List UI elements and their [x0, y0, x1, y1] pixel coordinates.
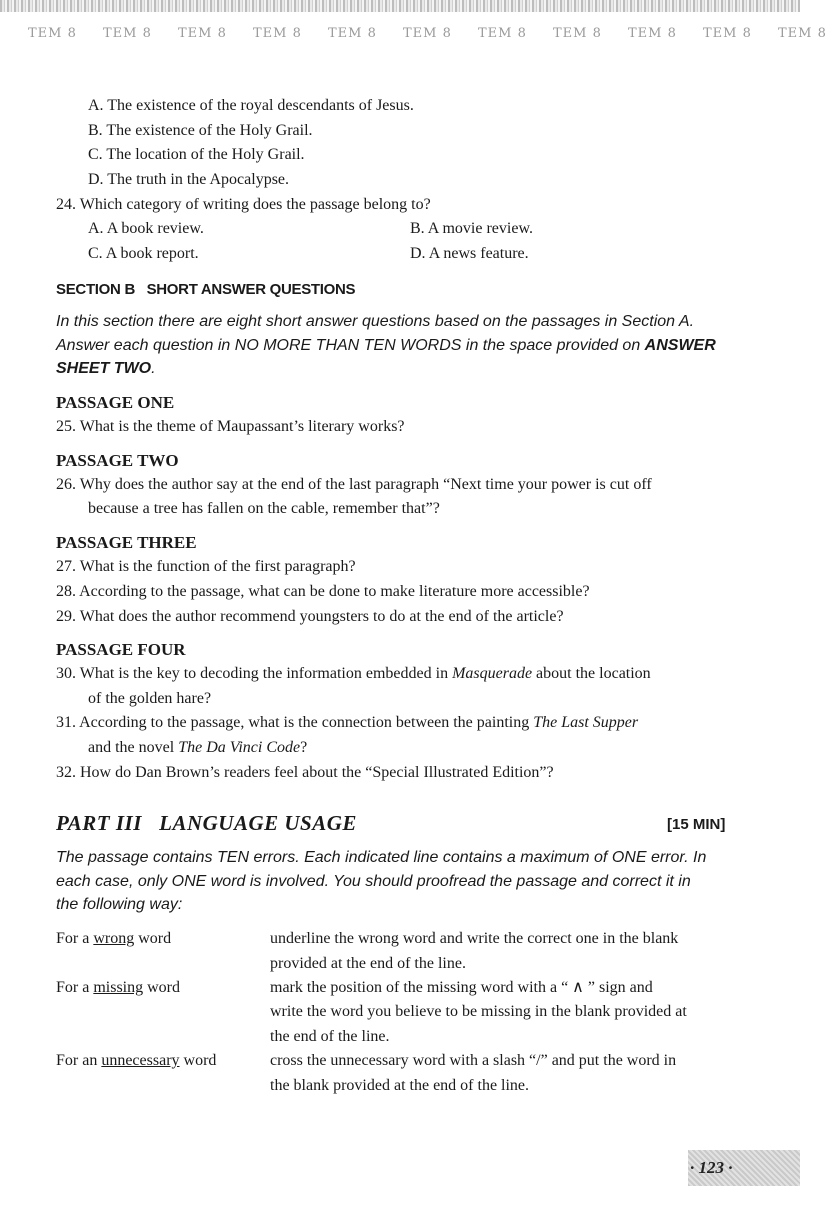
question-31: 31. According to the passage, what is the connection between the painting The Last Supper	[56, 714, 639, 731]
section-b-instruction: In this section there are eight short answer questions based on the passages in Section A. Answer each question in NO MORE THAN TEN WORDS in the space provided on ANSWER SHEET TWO.	[56, 313, 716, 377]
question-31-cont: and the novel The Da Vinci Code?	[88, 739, 308, 756]
header-label: TEM 8	[28, 25, 77, 41]
part3-instruction: The passage contains TEN errors. Each indicated line contains a maximum of ONE error. In each case, only ONE word is involved. You should proofread the passage and correct it in the following way:	[56, 849, 707, 913]
option-line: C. A book report.	[88, 245, 199, 262]
header-label: TEM 8	[253, 25, 302, 41]
rule-desc: write the word you believe to be missing in the blank provided at	[270, 1003, 687, 1020]
page-number: · 123 ·	[690, 1158, 733, 1177]
option-line: D. The truth in the Apocalypse.	[88, 171, 290, 188]
rule-label: For a wrong word	[56, 930, 172, 947]
rule-desc: mark the position of the missing word with a “ ∧ ” sign and	[270, 979, 653, 996]
option-line: A. The existence of the royal descendants of Jesus.	[88, 97, 414, 114]
question-25: 25. What is the theme of Maupassant’s literary works?	[56, 418, 405, 435]
question-29: 29. What does the author recommend youngsters to do at the end of the article?	[56, 608, 564, 625]
option-line: D. A news feature.	[410, 245, 529, 262]
passage-heading: PASSAGE ONE	[56, 393, 175, 412]
time-allotment: [15 MIN]	[667, 816, 726, 833]
question-32: 32. How do Dan Brown’s readers feel about the “Special Illustrated Edition”?	[56, 764, 554, 781]
rule-desc: cross the unnecessary word with a slash “/” and put the word in	[270, 1052, 677, 1069]
header-label: TEM 8	[328, 25, 377, 41]
option-line: B. The existence of the Holy Grail.	[88, 122, 313, 139]
header-label: TEM 8	[553, 25, 602, 41]
section-b-title: SECTION B SHORT ANSWER QUESTIONS	[56, 281, 356, 298]
passage-heading: PASSAGE FOUR	[56, 640, 186, 659]
question-line: 24. Which category of writing does the passage belong to?	[56, 196, 431, 213]
option-line: C. The location of the Holy Grail.	[88, 146, 305, 163]
header-texture	[0, 0, 800, 12]
rule-label: For a missing word	[56, 979, 181, 996]
question-30: 30. What is the key to decoding the information embedded in Masquerade about the location	[56, 665, 651, 682]
rule-desc: the blank provided at the end of the line.	[270, 1077, 530, 1094]
rule-desc: the end of the line.	[270, 1028, 390, 1045]
question-26-cont: because a tree has fallen on the cable, remember that”?	[88, 500, 440, 517]
rule-desc: provided at the end of the line.	[270, 955, 466, 972]
header-label: TEM 8	[178, 25, 227, 41]
header-label: TEM 8	[103, 25, 152, 41]
passage-heading: PASSAGE THREE	[56, 533, 197, 552]
header-label: TEM 8	[478, 25, 527, 41]
question-28: 28. According to the passage, what can be done to make literature more accessible?	[56, 583, 590, 600]
question-27: 27. What is the function of the first paragraph?	[56, 558, 356, 575]
header-label: TEM 8	[778, 25, 827, 41]
running-header	[0, 16, 827, 50]
header-label: TEM 8	[703, 25, 752, 41]
question-26: 26. Why does the author say at the end of the last paragraph “Next time your power is cut off	[56, 476, 652, 493]
option-line: A. A book review.	[88, 220, 204, 237]
header-label: TEM 8	[403, 25, 452, 41]
header-label: TEM 8	[628, 25, 677, 41]
passage-heading: PASSAGE TWO	[56, 451, 179, 470]
rule-label: For an unnecessary word	[56, 1052, 217, 1069]
option-line: B. A movie review.	[410, 220, 533, 237]
question-30-cont: of the golden hare?	[88, 690, 212, 707]
part-title: PART III LANGUAGE USAGE	[56, 811, 357, 835]
rule-desc: underline the wrong word and write the correct one in the blank	[270, 930, 679, 947]
